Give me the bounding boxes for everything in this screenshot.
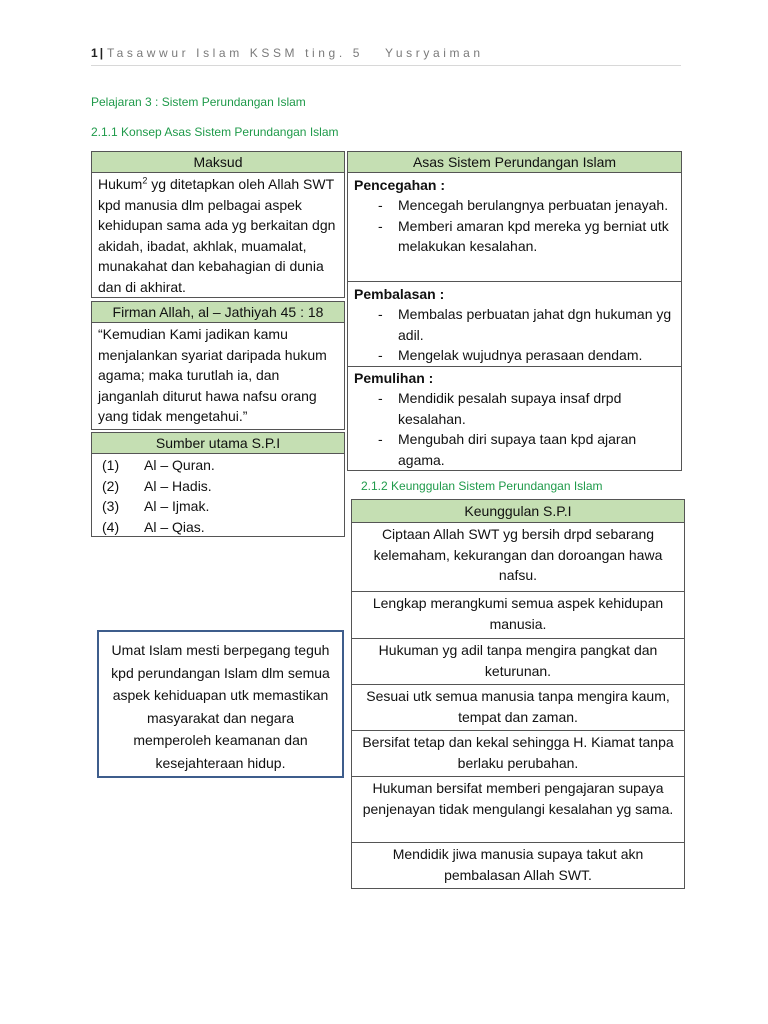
dash-bullet: - <box>378 217 383 234</box>
asas-pemulihan-box <box>347 366 682 471</box>
header-title: Tasawwur Islam KSSM ting. 5 <box>107 46 363 60</box>
asas-pencegahan-box <box>347 172 682 282</box>
maksud-text-rest: yg ditetapkan oleh Allah SWT kpd manusia dlm pelbagai aspek kehidupan sama ada yg berkaitan dgn akidah, ibadat, akhlak, muamalat, munakahat dan kebahagian di dunia dan di akhirat. <box>98 176 336 295</box>
section-title-2-1-2: 2.1.2 Keunggulan Sistem Perundangan Islam <box>361 479 603 493</box>
maksud-box <box>91 172 345 298</box>
sumber-item <box>92 517 344 538</box>
pencegahan-item <box>348 195 681 216</box>
sumber-item <box>92 476 344 497</box>
sumber-num: (4) <box>102 518 120 535</box>
note-box: Umat Islam mesti berpegang teguh kpd perundangan Islam dlm semua aspek kehiduapan utk memastikan masyarakat dan negara memperoleh keamanan dan kesejahteraan hidup. <box>97 630 344 778</box>
pembalasan-title: Pembalasan : <box>354 286 445 302</box>
asas-pembalasan-box <box>347 281 682 367</box>
pemulihan-item-text: Mendidik pesalah supaya insaf drpd kesalahan. <box>398 390 622 427</box>
dash-bullet: - <box>378 306 383 322</box>
pencegahan-item-text: Memberi amaran kpd mereka yg berniat utk melakukan kesalahan. <box>398 217 669 255</box>
maksud-text <box>92 174 344 298</box>
maksud-heading: Maksud <box>91 151 345 173</box>
header-rule <box>91 65 681 66</box>
keunggulan-item: Hukuman bersifat memberi pengajaran supaya penjenayan tidak mengulangi kesalahan yg sama. <box>351 776 685 843</box>
dash-bullet: - <box>378 390 383 406</box>
dash-bullet: - <box>378 197 383 213</box>
dash-bullet: - <box>378 431 383 448</box>
sumber-text: Al – Qias. <box>144 518 205 535</box>
dash-bullet: - <box>378 347 383 364</box>
page-number: 1 <box>91 46 98 60</box>
sumber-item <box>92 455 344 476</box>
keunggulan-heading: Keunggulan S.P.I <box>351 499 685 523</box>
sumber-num: (2) <box>102 477 120 494</box>
pemulihan-item <box>348 388 681 429</box>
firman-heading: Firman Allah, al – Jathiyah 45 : 18 <box>91 301 345 323</box>
pembalasan-item <box>348 345 681 366</box>
keunggulan-item: Mendidik jiwa manusia supaya takut akn pembalasan Allah SWT. <box>351 842 685 889</box>
lesson-title: Pelajaran 3 : Sistem Perundangan Islam <box>91 95 306 109</box>
sumber-num: (3) <box>102 498 120 515</box>
pencegahan-item-text: Mencegah berulangnya perbuatan jenayah. <box>398 197 669 213</box>
keunggulan-item: Bersifat tetap dan kekal sehingga H. Kiamat tanpa berlaku perubahan. <box>351 730 685 777</box>
pembalasan-item-text: Mengelak wujudnya perasaan dendam. <box>398 347 643 364</box>
pembalasan-item <box>348 304 681 345</box>
sumber-num: (1) <box>102 457 120 473</box>
section-title-2-1-1: 2.1.1 Konsep Asas Sistem Perundangan Islam <box>91 125 339 139</box>
pencegahan-item <box>348 216 681 257</box>
pemulihan-title: Pemulihan : <box>354 370 434 386</box>
keunggulan-item: Ciptaan Allah SWT yg bersih drpd sebarang kelemaham, kekurangan dan doroangan hawa nafsu. <box>351 522 685 592</box>
page-header <box>91 46 681 60</box>
pencegahan-title: Pencegahan : <box>354 177 446 193</box>
header-author: Yusryaiman <box>384 46 484 60</box>
keunggulan-item: Lengkap merangkumi semua aspek kehidupan manusia. <box>351 591 685 639</box>
sumber-text: Al – Quran. <box>144 457 215 473</box>
sumber-text: Al – Hadis. <box>144 477 212 494</box>
sumber-text: Al – Ijmak. <box>144 498 210 515</box>
sumber-heading: Sumber utama S.P.I <box>91 432 345 454</box>
keunggulan-item: Hukuman yg adil tanpa mengira pangkat dan keturunan. <box>351 638 685 685</box>
pemulihan-item <box>348 429 681 470</box>
pemulihan-item-text: Mengubah diri supaya taan kpd ajaran agama. <box>398 431 637 468</box>
asas-heading: Asas Sistem Perundangan Islam <box>347 151 682 173</box>
sumber-item <box>92 496 344 517</box>
maksud-superscript: 2 <box>142 175 148 186</box>
keunggulan-item: Sesuai utk semua manusia tanpa mengira kaum, tempat dan zaman. <box>351 684 685 731</box>
firman-text: “Kemudian Kami jadikan kamu menjalankan syariat daripada hukum agama; maka turutlah ia, dan janganlah diturut hawa nafsu orang yang tidak mengetahui.” <box>98 326 327 425</box>
pembalasan-item-text: Membalas perbuatan jahat dgn hukuman yg adil. <box>398 306 672 343</box>
firman-box <box>91 322 345 430</box>
header-separator: | <box>99 46 104 60</box>
sumber-box <box>91 453 345 537</box>
maksud-text-start: Hukum <box>98 176 143 192</box>
